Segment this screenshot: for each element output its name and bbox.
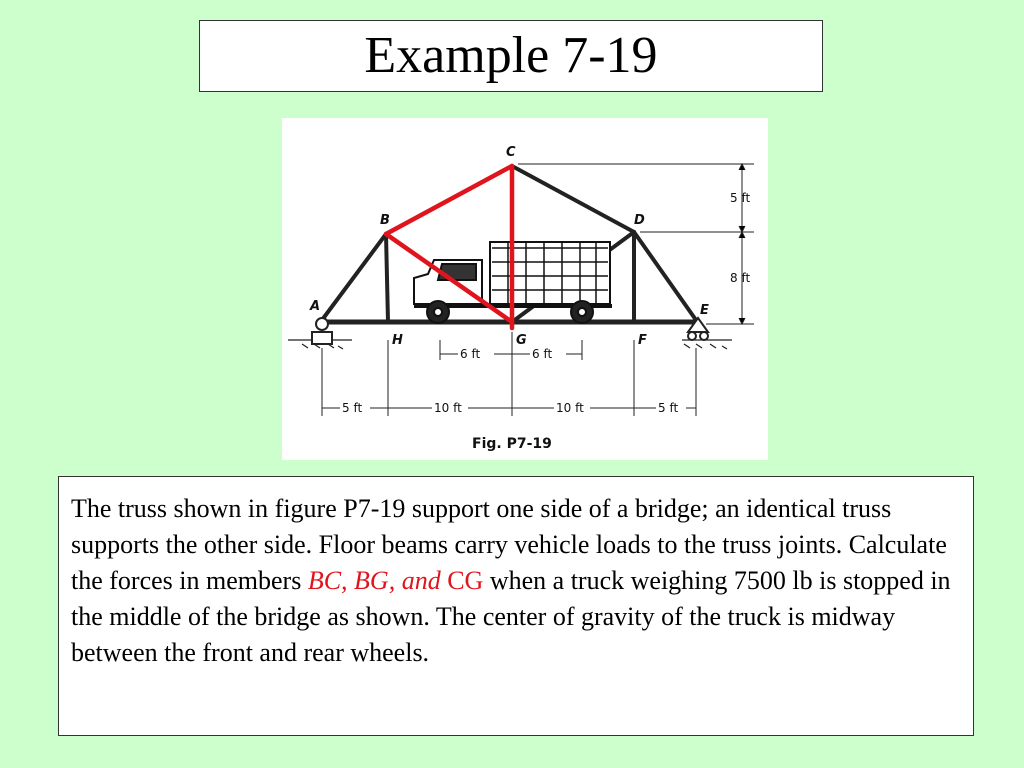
member-bc-label: BC <box>307 566 342 595</box>
member-BC <box>386 166 512 234</box>
problem-text-2: when a truck weighing 7500 lb is stopped in the middle of the bridge as shown. The center of gravity of the truck is midway between the front and rear wheels. <box>71 566 951 667</box>
member-AB <box>322 234 386 320</box>
dim-5ft-right: 5 ft <box>658 401 679 415</box>
truss-figure <box>282 118 768 460</box>
title-box <box>199 20 823 92</box>
truss-diagram <box>282 118 768 460</box>
figure-caption: Fig. P7-19 <box>472 436 552 452</box>
dim-5ft-left: 5 ft <box>342 401 363 415</box>
member-cg-label: CG <box>447 566 484 595</box>
problem-text-1: The truss shown in figure P7-19 support one side of a bridge; an identical truss supports the other side. Floor beams carry vehicle loads to the truss joints. Calculate the forces in members <box>71 494 947 595</box>
dim-8ft-vertical: 8 ft <box>730 271 751 285</box>
member-bg-and-label: BG, and <box>354 566 441 595</box>
member-DE <box>634 232 696 320</box>
member-BH <box>386 234 388 322</box>
dim-6ft-left: 6 ft <box>460 347 481 361</box>
dim-10ft-right: 10 ft <box>556 401 584 415</box>
span-dimensions <box>322 340 696 416</box>
svg-text:E: E <box>700 303 709 318</box>
svg-text:B: B <box>380 213 390 228</box>
svg-text:G: G <box>516 333 527 348</box>
ground <box>288 340 732 349</box>
dim-5ft-vertical: 5 ft <box>730 191 751 205</box>
dim-6ft-right: 6 ft <box>532 347 553 361</box>
slide-title: Example 7-19 <box>364 27 658 84</box>
dim-10ft-left: 10 ft <box>434 401 462 415</box>
svg-text:F: F <box>638 333 647 348</box>
problem-statement <box>58 476 974 736</box>
svg-text:C: C <box>506 145 516 160</box>
svg-text:H: H <box>392 333 403 348</box>
svg-text:D: D <box>634 213 645 228</box>
member-CD <box>512 166 634 232</box>
comma: , <box>341 566 348 595</box>
svg-text:A: A <box>310 299 321 314</box>
